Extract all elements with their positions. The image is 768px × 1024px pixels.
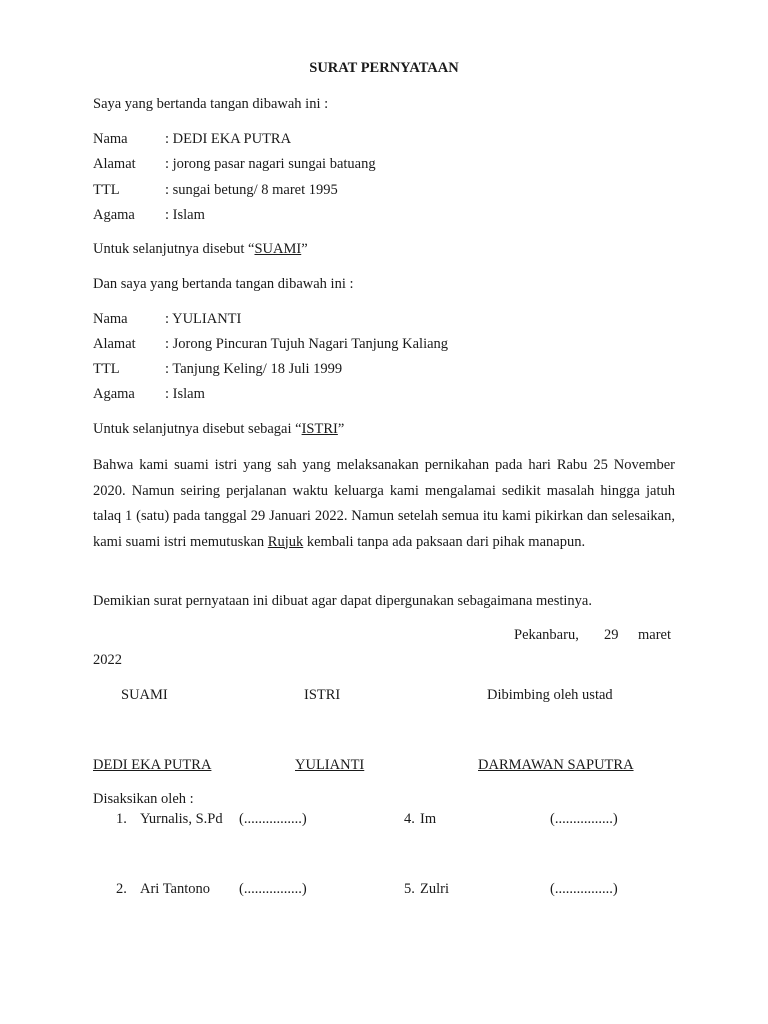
wife-designation-suffix: ” — [337, 421, 345, 437]
wife-religion-label: Agama — [93, 386, 135, 402]
date-day: 29 — [604, 627, 619, 643]
witness-4-signature-line: (................) — [550, 811, 618, 827]
wife-religion-value: : Islam — [165, 386, 205, 402]
date-year: 2022 — [93, 652, 122, 668]
wife-designation — [93, 421, 344, 438]
husband-birth-label: TTL — [93, 182, 120, 198]
husband-designation-suffix: ” — [301, 241, 308, 257]
signature-role-wife: ISTRI — [304, 687, 341, 703]
witness-1-name: Yurnalis, S.Pd — [140, 811, 223, 827]
witness-5-number: 5. — [404, 881, 415, 897]
husband-religion-value: : Islam — [165, 207, 205, 223]
witness-4-name: Im — [420, 811, 437, 827]
closing-paragraph: Demikian surat pernyataan ini dibuat agar dapat dipergunakan sebagaimana mestinya. — [93, 593, 592, 609]
signature-name-wife: YULIANTI — [295, 757, 365, 773]
wife-address-value: : Jorong Pincuran Tujuh Nagari Tanjung Kaliang — [165, 336, 449, 352]
wife-designation-prefix: Untuk selanjutnya disebut sebagai “ — [93, 421, 302, 437]
statement-paragraph — [93, 453, 675, 555]
witness-2-name: Ari Tantono — [140, 881, 211, 897]
husband-designation-term: SUAMI — [254, 241, 302, 257]
husband-name-label: Nama — [93, 131, 128, 147]
husband-address-value: : jorong pasar nagari sungai batuang — [165, 156, 376, 172]
wife-designation-term: ISTRI — [301, 421, 338, 437]
husband-designation-prefix: Untuk selanjutnya disebut “ — [93, 241, 255, 257]
place-label: Pekanbaru, — [514, 627, 579, 643]
intro-wife: Dan saya yang bertanda tangan dibawah ini : — [93, 276, 354, 292]
husband-designation — [93, 241, 308, 258]
husband-religion-label: Agama — [93, 207, 135, 223]
witness-5-signature-line: (................) — [550, 881, 618, 897]
signature-role-guide: Dibimbing oleh ustad — [487, 687, 613, 703]
witness-5-name: Zulri — [420, 881, 449, 897]
signature-name-husband: DEDI EKA PUTRA — [93, 757, 212, 773]
husband-birth-value: : sungai betung/ 8 maret 1995 — [165, 182, 338, 198]
signature-role-husband: SUAMI — [121, 687, 168, 703]
statement-part1: Bahwa kami suami istri yang sah yang melaksanakan pernikahan pada hari Rabu 25 November 2020. Namun seiring perjalanan waktu keluarga kami mengalamai sedikit masalah hingga jatuh talaq 1 (satu) pada tanggal 29 Januari 2022. Namun setelah semua itu kami pikirkan dan selesaikan, kami suami istri memutuskan — [93, 457, 675, 550]
signature-name-guide: DARMAWAN SAPUTRA — [478, 757, 634, 773]
document-title: SURAT PERNYATAAN — [309, 60, 459, 76]
intro-husband: Saya yang bertanda tangan dibawah ini : — [93, 96, 329, 112]
witness-2-signature-line: (................) — [239, 881, 307, 897]
witness-4-number: 4. — [404, 811, 415, 827]
date-month: maret — [638, 627, 672, 643]
statement-keyword: Rujuk — [267, 533, 304, 550]
wife-birth-value: : Tanjung Keling/ 18 Juli 1999 — [165, 361, 343, 377]
witness-2-number: 2. — [116, 881, 127, 897]
wife-address-label: Alamat — [93, 336, 136, 352]
statement-part2: kembali tanpa ada paksaan dari pihak manapun. — [303, 533, 586, 550]
wife-name-value: : YULIANTI — [165, 311, 242, 327]
husband-name-value: : DEDI EKA PUTRA — [165, 131, 292, 147]
witness-1-number: 1. — [116, 811, 127, 827]
witness-1-signature-line: (................) — [239, 811, 307, 827]
wife-name-label: Nama — [93, 311, 128, 327]
husband-address-label: Alamat — [93, 156, 136, 172]
witnesses-heading: Disaksikan oleh : — [93, 791, 194, 807]
wife-birth-label: TTL — [93, 361, 120, 377]
